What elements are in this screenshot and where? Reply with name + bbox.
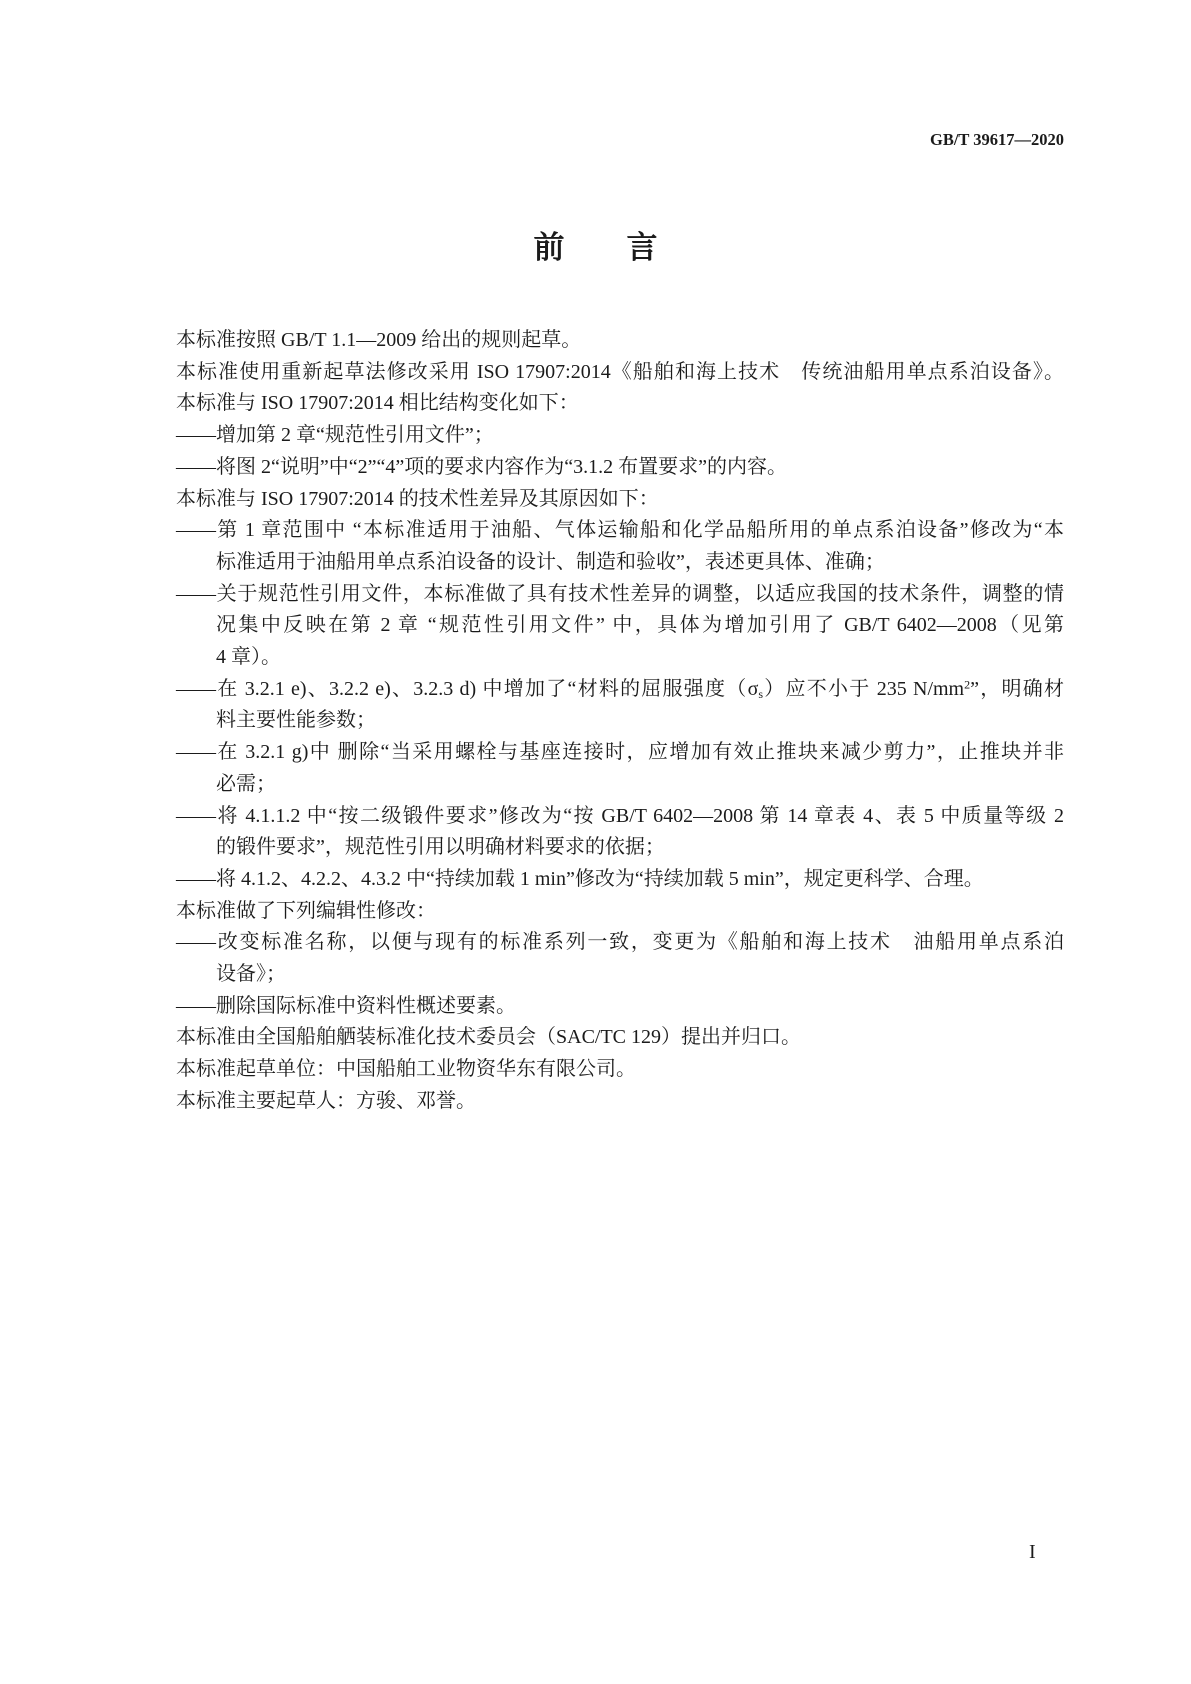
- paragraph-technical-differences-intro: [176, 484, 1064, 516]
- text-line: ——增加第 2 章“规范性引用文件”；: [176, 424, 494, 447]
- text-line: ——第 1 章范围中 “本标准适用于油船、气体运输船和化学品船所用的单点系泊设备”修改为“本: [176, 519, 1064, 542]
- text-line: 本标准由全国船舶舾装标准化技术委员会（SAC/TC 129）提出并归口。: [176, 1026, 802, 1049]
- paragraph-structural-changes-intro: [176, 388, 1064, 420]
- text-segment: ”，明确材: [970, 677, 1064, 700]
- paragraph-editorial-changes-intro: [176, 896, 1064, 928]
- list-item-normative-references: [176, 579, 1064, 674]
- list-item-title-change: [176, 927, 1064, 990]
- text-segment: ）应不小于 235 N/mm: [763, 677, 965, 700]
- list-item-forging-requirements: [176, 801, 1064, 864]
- text-line-continued: 标准适用于油船用单点系泊设备的设计、制造和验收”，表述更具体、准确；: [216, 550, 885, 573]
- text-line: ——在 3.2.1 g)中 删除“当采用螺栓与基座连接时，应增加有效止推块来减少剪力”，止推块并非: [176, 741, 1064, 764]
- paragraph-drafting-organization: [176, 1054, 1064, 1086]
- text-line: 本标准起草单位：中国船舶工业物资华东有限公司。: [176, 1058, 636, 1081]
- foreword-title: 前 言: [533, 230, 658, 266]
- foreword-body: [176, 325, 1064, 1118]
- text-line: [176, 674, 1064, 706]
- list-item-load-duration: [176, 864, 1064, 896]
- text-line: 本标准使用重新起草法修改采用 ISO 17907:2014《船舶和海上技术 传统油船用单点系泊设备》。: [176, 360, 1064, 383]
- text-line: ——将 4.1.2、4.2.2、4.3.2 中“持续加载 1 min”修改为“持续加载 5 min”，规定更科学、合理。: [176, 867, 984, 890]
- text-line: ——关于规范性引用文件，本标准做了具有技术性差异的调整，以适应我国的技术条件，调整的情: [176, 582, 1064, 605]
- paragraph-drafters: [176, 1086, 1064, 1118]
- unit-superscript: 2: [964, 677, 971, 692]
- list-item-stop-block: [176, 737, 1064, 800]
- text-line: 本标准按照 GB/T 1.1—2009 给出的规则起草。: [176, 329, 582, 351]
- list-item-yield-strength: [176, 674, 1064, 737]
- sigma-subscript: s: [758, 686, 764, 701]
- sigma-symbol: σ: [747, 677, 759, 700]
- list-item-scope-change: [176, 515, 1064, 578]
- text-segment: ——在 3.2.1 e)、3.2.2 e)、3.2.3 d) 中增加了“材料的屈服强度（: [176, 677, 748, 700]
- text-line: ——改变标准名称，以便与现有的标准系列一致，变更为《船舶和海上技术 油船用单点系泊: [176, 931, 1064, 954]
- list-item-add-chapter-2: [176, 420, 1064, 452]
- text-line: 本标准与 ISO 17907:2014 的技术性差异及其原因如下：: [176, 487, 659, 510]
- text-line-continued: 设备》；: [216, 963, 286, 986]
- list-item-figure-2-notes: [176, 452, 1064, 484]
- text-line: 本标准做了下列编辑性修改：: [176, 899, 436, 922]
- text-line: ——将 4.1.1.2 中“按二级锻件要求”修改为“按 GB/T 6402—2008 第 14 章表 4、表 5 中质量等级 2: [176, 804, 1064, 827]
- text-line-continued: 必需；: [216, 772, 276, 795]
- paragraph-proposer: [176, 1022, 1064, 1054]
- text-line-continued: 况集中反映在第 2 章 “规范性引用文件” 中，具体为增加引用了 GB/T 6402—2008（见第: [216, 614, 1064, 637]
- text-line-continued: 的锻件要求”，规范性引用以明确材料要求的依据；: [216, 836, 665, 859]
- page-number: I: [1029, 1541, 1036, 1563]
- text-line-continued: 4 章）。: [216, 646, 281, 669]
- text-line: ——将图 2“说明”中“2”“4”项的要求内容作为“3.1.2 布置要求”的内容。: [176, 455, 788, 478]
- text-line-continued: 料主要性能参数；: [216, 709, 376, 732]
- text-line: 本标准主要起草人：方骏、邓誉。: [176, 1089, 476, 1112]
- text-line: 本标准与 ISO 17907:2014 相比结构变化如下：: [176, 392, 579, 415]
- standard-number: GB/T 39617—2020: [929, 130, 1064, 149]
- paragraph-drafting-rules: [176, 325, 1064, 357]
- list-item-remove-overview: [176, 991, 1064, 1023]
- paragraph-adoption: [176, 357, 1064, 389]
- text-line: ——删除国际标准中资料性概述要素。: [176, 994, 516, 1017]
